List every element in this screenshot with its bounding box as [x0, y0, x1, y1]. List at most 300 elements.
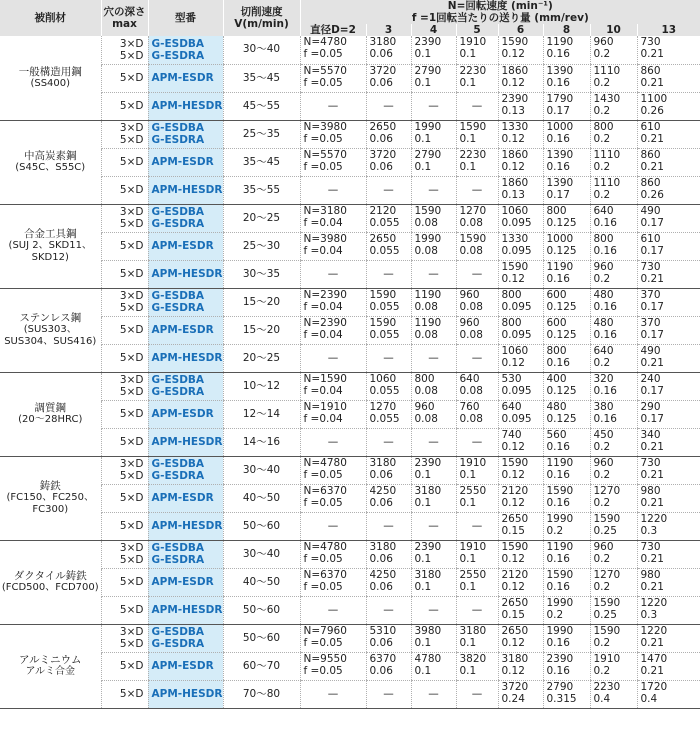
rpm-feed-cell: 2390 0.1: [411, 456, 456, 484]
speed-cell: 30～40: [223, 540, 300, 568]
model-cell: G-ESDBA G-ESDRA: [148, 456, 223, 484]
material-cell: 鋳鉄 (FC150、FC250、FC300): [0, 456, 101, 540]
rpm-feed-cell: 610 0.21: [637, 120, 700, 148]
table-row: [0, 316, 700, 344]
not-applicable-cell: —: [366, 260, 411, 288]
rpm-feed-cell: 1000 0.16: [543, 120, 590, 148]
not-applicable-cell: —: [300, 596, 366, 624]
rpm-feed-cell: 1430 0.2: [590, 92, 637, 120]
rpm-feed-cell: 490 0.17: [637, 204, 700, 232]
speed-cell: 30～40: [223, 456, 300, 484]
rpm-feed-cell: 1590 0.25: [590, 512, 637, 540]
rpm-feed-cell: 1860 0.12: [498, 148, 543, 176]
rpm-feed-cell: 980 0.21: [637, 484, 700, 512]
model-cell: G-ESDBA G-ESDRA: [148, 372, 223, 400]
speed-cell: 25～35: [223, 120, 300, 148]
rpm-feed-cell: 3180 0.06: [366, 456, 411, 484]
not-applicable-cell: —: [300, 260, 366, 288]
material-cell: 調質鋼 (20～28HRC): [0, 372, 101, 456]
rpm-feed-cell: N=6370 f =0.05: [300, 484, 366, 512]
rpm-feed-cell: 960 0.08: [456, 288, 498, 316]
speed-cell: 14～16: [223, 428, 300, 456]
speed-cell: 35～55: [223, 176, 300, 204]
rpm-feed-cell: 1270 0.2: [590, 568, 637, 596]
header-depth: 穴の深さ max: [101, 0, 148, 36]
model-cell: APM-HESDR: [148, 92, 223, 120]
rpm-feed-cell: 600 0.125: [543, 316, 590, 344]
rpm-feed-cell: 640 0.2: [590, 344, 637, 372]
model-cell: APM-HESDR: [148, 176, 223, 204]
rpm-feed-cell: 2230 0.1: [456, 148, 498, 176]
rpm-feed-cell: 1220 0.3: [637, 596, 700, 624]
rpm-feed-cell: 960 0.08: [456, 316, 498, 344]
depth-cell: 5×D: [101, 148, 148, 176]
rpm-feed-cell: 600 0.125: [543, 288, 590, 316]
depth-cell: 5×D: [101, 484, 148, 512]
rpm-feed-cell: N=5570 f =0.05: [300, 148, 366, 176]
depth-cell: 5×D: [101, 400, 148, 428]
not-applicable-cell: —: [300, 92, 366, 120]
rpm-feed-cell: 1910 0.1: [456, 540, 498, 568]
rpm-feed-cell: 1990 0.2: [543, 512, 590, 540]
rpm-feed-cell: N=1910 f =0.04: [300, 400, 366, 428]
rpm-feed-cell: 2650 0.06: [366, 120, 411, 148]
depth-cell: 5×D: [101, 232, 148, 260]
rpm-feed-cell: 800 0.16: [543, 344, 590, 372]
not-applicable-cell: —: [456, 176, 498, 204]
rpm-feed-cell: 3980 0.1: [411, 624, 456, 652]
depth-cell: 5×D: [101, 596, 148, 624]
rpm-feed-cell: 1590 0.055: [366, 288, 411, 316]
speed-cell: 70～80: [223, 680, 300, 708]
rpm-feed-cell: 3180 0.1: [411, 484, 456, 512]
table-row: [0, 232, 700, 260]
rpm-feed-cell: 2120 0.12: [498, 484, 543, 512]
rpm-feed-cell: 5310 0.06: [366, 624, 411, 652]
not-applicable-cell: —: [411, 260, 456, 288]
model-cell: APM-ESDR: [148, 400, 223, 428]
rpm-feed-cell: 3180 0.12: [498, 652, 543, 680]
rpm-feed-cell: 1000 0.125: [543, 232, 590, 260]
model-cell: APM-HESDR: [148, 680, 223, 708]
rpm-feed-cell: 2390 0.13: [498, 92, 543, 120]
model-cell: G-ESDBA G-ESDRA: [148, 36, 223, 64]
not-applicable-cell: —: [456, 512, 498, 540]
table-row: [0, 512, 700, 540]
rpm-feed-cell: 2650 0.055: [366, 232, 411, 260]
rpm-feed-cell: 610 0.17: [637, 232, 700, 260]
speed-cell: 50～60: [223, 512, 300, 540]
model-cell: APM-HESDR: [148, 260, 223, 288]
speed-cell: 30～35: [223, 260, 300, 288]
rpm-feed-cell: 1390 0.16: [543, 64, 590, 92]
rpm-feed-cell: N=3980 f =0.05: [300, 120, 366, 148]
rpm-feed-cell: 860 0.21: [637, 64, 700, 92]
model-cell: G-ESDBA G-ESDRA: [148, 288, 223, 316]
speed-cell: 15～20: [223, 316, 300, 344]
rpm-feed-cell: 800 0.2: [590, 120, 637, 148]
model-cell: G-ESDBA G-ESDRA: [148, 624, 223, 652]
not-applicable-cell: —: [456, 680, 498, 708]
depth-cell: 5×D: [101, 92, 148, 120]
speed-cell: 10～12: [223, 372, 300, 400]
table-row: [0, 596, 700, 624]
not-applicable-cell: —: [300, 344, 366, 372]
rpm-feed-cell: 240 0.17: [637, 372, 700, 400]
rpm-feed-cell: 6370 0.06: [366, 652, 411, 680]
not-applicable-cell: —: [366, 92, 411, 120]
depth-cell: 5×D: [101, 428, 148, 456]
rpm-feed-cell: 1590 0.25: [590, 596, 637, 624]
not-applicable-cell: —: [366, 428, 411, 456]
depth-cell: 5×D: [101, 652, 148, 680]
table-row: [0, 484, 700, 512]
rpm-feed-cell: 1590 0.16: [543, 568, 590, 596]
rpm-feed-cell: 1390 0.16: [543, 148, 590, 176]
rpm-feed-cell: 1190 0.16: [543, 36, 590, 64]
depth-cell: 3×D 5×D: [101, 624, 148, 652]
model-cell: G-ESDBA G-ESDRA: [148, 204, 223, 232]
rpm-feed-cell: N=3180 f =0.04: [300, 204, 366, 232]
header-diameter-7: 13: [637, 24, 700, 36]
table-row: [0, 568, 700, 596]
rpm-feed-cell: 1270 0.2: [590, 484, 637, 512]
table-row: [0, 344, 700, 372]
depth-cell: 3×D 5×D: [101, 540, 148, 568]
speed-cell: 50～60: [223, 596, 300, 624]
depth-cell: 3×D 5×D: [101, 288, 148, 316]
rpm-feed-cell: N=4780 f =0.05: [300, 456, 366, 484]
model-cell: APM-HESDR: [148, 344, 223, 372]
rpm-feed-cell: 1860 0.13: [498, 176, 543, 204]
rpm-feed-cell: 1590 0.1: [456, 120, 498, 148]
model-cell: APM-HESDR: [148, 512, 223, 540]
rpm-feed-cell: 960 0.2: [590, 540, 637, 568]
material-cell: 一般構造用鋼 (SS400): [0, 36, 101, 120]
table-row: [0, 204, 700, 232]
not-applicable-cell: —: [366, 176, 411, 204]
not-applicable-cell: —: [300, 176, 366, 204]
rpm-feed-cell: 1910 0.2: [590, 652, 637, 680]
rpm-feed-cell: 730 0.21: [637, 36, 700, 64]
depth-cell: 3×D 5×D: [101, 456, 148, 484]
rpm-feed-cell: 560 0.16: [543, 428, 590, 456]
depth-cell: 5×D: [101, 680, 148, 708]
not-applicable-cell: —: [456, 596, 498, 624]
speed-cell: 25～30: [223, 232, 300, 260]
rpm-feed-cell: 490 0.21: [637, 344, 700, 372]
header-diameter-5: 8: [543, 24, 590, 36]
speed-cell: 35～45: [223, 64, 300, 92]
model-cell: APM-ESDR: [148, 64, 223, 92]
not-applicable-cell: —: [411, 344, 456, 372]
material-cell: アルミニウム アルミ合金: [0, 624, 101, 708]
table-row: [0, 92, 700, 120]
rpm-feed-cell: 2230 0.1: [456, 64, 498, 92]
rpm-feed-cell: 2790 0.315: [543, 680, 590, 708]
table-row: [0, 400, 700, 428]
rpm-feed-cell: 1220 0.3: [637, 512, 700, 540]
rpm-feed-cell: 1590 0.055: [366, 316, 411, 344]
rpm-feed-cell: 1190 0.16: [543, 540, 590, 568]
rpm-feed-cell: 1190 0.16: [543, 260, 590, 288]
material-cell: ダクタイル鋳鉄 (FCD500、FCD700): [0, 540, 101, 624]
rpm-feed-cell: 1590 0.12: [498, 540, 543, 568]
header-model: 型番: [148, 0, 223, 36]
not-applicable-cell: —: [300, 428, 366, 456]
depth-cell: 5×D: [101, 64, 148, 92]
depth-cell: 3×D 5×D: [101, 36, 148, 64]
rpm-feed-cell: 450 0.2: [590, 428, 637, 456]
speed-cell: 15～20: [223, 288, 300, 316]
rpm-feed-cell: 370 0.17: [637, 288, 700, 316]
rpm-feed-cell: 480 0.16: [590, 288, 637, 316]
rpm-feed-cell: 1860 0.12: [498, 64, 543, 92]
rpm-feed-cell: 860 0.21: [637, 148, 700, 176]
rpm-feed-cell: 3180 0.06: [366, 540, 411, 568]
rpm-feed-cell: 2120 0.055: [366, 204, 411, 232]
table-row: [0, 288, 700, 316]
rpm-feed-cell: 800 0.095: [498, 288, 543, 316]
header-diameter-1: 3: [366, 24, 411, 36]
material-cell: 中高炭素鋼 (S45C、S55C): [0, 120, 101, 204]
rpm-feed-cell: 1590 0.08: [411, 204, 456, 232]
not-applicable-cell: —: [366, 596, 411, 624]
rpm-feed-cell: 1270 0.08: [456, 204, 498, 232]
rpm-feed-cell: 640 0.08: [456, 372, 498, 400]
speed-cell: 45～55: [223, 92, 300, 120]
rpm-feed-cell: N=9550 f =0.05: [300, 652, 366, 680]
rpm-feed-cell: 1190 0.08: [411, 316, 456, 344]
table-row: [0, 680, 700, 708]
rpm-feed-cell: 1990 0.2: [543, 596, 590, 624]
not-applicable-cell: —: [411, 176, 456, 204]
header-diameter-6: 10: [590, 24, 637, 36]
speed-cell: 30～40: [223, 36, 300, 64]
rpm-feed-cell: 800 0.16: [590, 232, 637, 260]
rpm-feed-cell: 1590 0.12: [498, 36, 543, 64]
not-applicable-cell: —: [456, 92, 498, 120]
rpm-feed-cell: 4780 0.1: [411, 652, 456, 680]
table-row: [0, 540, 700, 568]
rpm-feed-cell: N=5570 f =0.05: [300, 64, 366, 92]
rpm-feed-cell: 380 0.16: [590, 400, 637, 428]
rpm-feed-cell: 3720 0.06: [366, 148, 411, 176]
table-row: [0, 652, 700, 680]
depth-cell: 3×D 5×D: [101, 372, 148, 400]
depth-cell: 5×D: [101, 344, 148, 372]
rpm-feed-cell: 1330 0.12: [498, 120, 543, 148]
header-speed: 切削速度 V(m/min): [223, 0, 300, 36]
rpm-feed-cell: 370 0.17: [637, 316, 700, 344]
model-cell: G-ESDBA G-ESDRA: [148, 120, 223, 148]
rpm-feed-cell: N=3980 f =0.04: [300, 232, 366, 260]
model-cell: APM-HESDR: [148, 596, 223, 624]
rpm-feed-cell: 1110 0.2: [590, 148, 637, 176]
rpm-feed-cell: 4250 0.06: [366, 568, 411, 596]
rpm-feed-cell: 730 0.21: [637, 260, 700, 288]
rpm-feed-cell: 1910 0.1: [456, 36, 498, 64]
rpm-feed-cell: 960 0.2: [590, 456, 637, 484]
not-applicable-cell: —: [300, 512, 366, 540]
rpm-feed-cell: 1990 0.16: [543, 624, 590, 652]
rpm-feed-cell: 1720 0.4: [637, 680, 700, 708]
rpm-feed-cell: 3720 0.24: [498, 680, 543, 708]
rpm-feed-cell: 1590 0.16: [543, 484, 590, 512]
rpm-feed-cell: 1590 0.12: [498, 456, 543, 484]
rpm-feed-cell: 730 0.21: [637, 540, 700, 568]
speed-cell: 20～25: [223, 344, 300, 372]
rpm-feed-cell: 980 0.21: [637, 568, 700, 596]
speed-cell: 40～50: [223, 568, 300, 596]
rpm-feed-cell: 760 0.08: [456, 400, 498, 428]
rpm-feed-cell: 640 0.16: [590, 204, 637, 232]
speed-cell: 50～60: [223, 624, 300, 652]
rpm-feed-cell: 1100 0.26: [637, 92, 700, 120]
rpm-feed-cell: 1910 0.1: [456, 456, 498, 484]
rpm-feed-cell: N=6370 f =0.05: [300, 568, 366, 596]
rpm-feed-cell: 530 0.095: [498, 372, 543, 400]
speed-cell: 20～25: [223, 204, 300, 232]
rpm-feed-cell: 2550 0.1: [456, 484, 498, 512]
rpm-feed-cell: 340 0.21: [637, 428, 700, 456]
rpm-feed-cell: 640 0.095: [498, 400, 543, 428]
depth-cell: 5×D: [101, 260, 148, 288]
model-cell: APM-ESDR: [148, 148, 223, 176]
model-cell: APM-ESDR: [148, 484, 223, 512]
rpm-feed-cell: 960 0.2: [590, 36, 637, 64]
not-applicable-cell: —: [456, 428, 498, 456]
rpm-feed-cell: 1990 0.1: [411, 120, 456, 148]
rpm-feed-cell: 1060 0.095: [498, 204, 543, 232]
header-material: 被削材: [0, 0, 101, 36]
table-row: [0, 36, 700, 64]
rpm-feed-cell: 1060 0.12: [498, 344, 543, 372]
rpm-feed-cell: N=4780 f =0.05: [300, 540, 366, 568]
model-cell: APM-ESDR: [148, 568, 223, 596]
depth-cell: 5×D: [101, 512, 148, 540]
rpm-feed-cell: 730 0.21: [637, 456, 700, 484]
rpm-feed-cell: 3720 0.06: [366, 64, 411, 92]
not-applicable-cell: —: [366, 512, 411, 540]
rpm-feed-cell: 960 0.08: [411, 400, 456, 428]
rpm-feed-cell: 800 0.125: [543, 204, 590, 232]
rpm-feed-cell: 2790 0.1: [411, 148, 456, 176]
not-applicable-cell: —: [411, 680, 456, 708]
header-diameter-0: 直径D=2: [300, 24, 366, 36]
model-cell: APM-ESDR: [148, 316, 223, 344]
rpm-feed-cell: 1390 0.17: [543, 176, 590, 204]
not-applicable-cell: —: [300, 680, 366, 708]
rpm-feed-cell: 1220 0.21: [637, 624, 700, 652]
header-rpm-feed: N=回転速度 (min⁻¹) f =1回転当たりの送り量 (mm/rev): [300, 0, 700, 24]
rpm-feed-cell: 3180 0.1: [456, 624, 498, 652]
table-row: [0, 372, 700, 400]
not-applicable-cell: —: [411, 596, 456, 624]
rpm-feed-cell: 2790 0.1: [411, 64, 456, 92]
material-cell: 合金工具鋼 (SUJ 2、SKD11、SKD12): [0, 204, 101, 288]
rpm-feed-cell: 2390 0.1: [411, 540, 456, 568]
table-row: [0, 624, 700, 652]
depth-cell: 5×D: [101, 316, 148, 344]
depth-cell: 5×D: [101, 568, 148, 596]
table-row: [0, 260, 700, 288]
rpm-feed-cell: 2390 0.1: [411, 36, 456, 64]
rpm-feed-cell: N=4780 f =0.05: [300, 36, 366, 64]
depth-cell: 3×D 5×D: [101, 204, 148, 232]
rpm-feed-cell: 2230 0.4: [590, 680, 637, 708]
model-cell: G-ESDBA G-ESDRA: [148, 540, 223, 568]
rpm-feed-cell: 480 0.16: [590, 316, 637, 344]
not-applicable-cell: —: [456, 344, 498, 372]
rpm-feed-cell: N=2390 f =0.04: [300, 316, 366, 344]
header-diameter-4: 6: [498, 24, 543, 36]
rpm-feed-cell: 1590 0.2: [590, 624, 637, 652]
not-applicable-cell: —: [411, 428, 456, 456]
table-row: [0, 64, 700, 92]
rpm-feed-cell: 740 0.12: [498, 428, 543, 456]
rpm-feed-cell: 1990 0.08: [411, 232, 456, 260]
speed-cell: 40～50: [223, 484, 300, 512]
rpm-feed-cell: 800 0.08: [411, 372, 456, 400]
rpm-feed-cell: 1590 0.08: [456, 232, 498, 260]
rpm-feed-cell: 860 0.26: [637, 176, 700, 204]
not-applicable-cell: —: [411, 92, 456, 120]
model-cell: APM-ESDR: [148, 232, 223, 260]
rpm-feed-cell: 1590 0.12: [498, 260, 543, 288]
rpm-feed-cell: 2650 0.15: [498, 512, 543, 540]
header-diameter-3: 5: [456, 24, 498, 36]
rpm-feed-cell: 3180 0.06: [366, 36, 411, 64]
rpm-feed-cell: 960 0.2: [590, 260, 637, 288]
rpm-feed-cell: 1060 0.055: [366, 372, 411, 400]
rpm-feed-cell: 800 0.095: [498, 316, 543, 344]
rpm-feed-cell: 1330 0.095: [498, 232, 543, 260]
rpm-feed-cell: 1190 0.16: [543, 456, 590, 484]
speed-cell: 60～70: [223, 652, 300, 680]
rpm-feed-cell: 480 0.125: [543, 400, 590, 428]
table-row: [0, 456, 700, 484]
rpm-feed-cell: 1190 0.08: [411, 288, 456, 316]
rpm-feed-cell: 2550 0.1: [456, 568, 498, 596]
not-applicable-cell: —: [366, 680, 411, 708]
speed-cell: 12～14: [223, 400, 300, 428]
table-row: [0, 176, 700, 204]
rpm-feed-cell: 2650 0.12: [498, 624, 543, 652]
depth-cell: 5×D: [101, 176, 148, 204]
rpm-feed-cell: N=1590 f =0.04: [300, 372, 366, 400]
rpm-feed-cell: 1470 0.21: [637, 652, 700, 680]
not-applicable-cell: —: [411, 512, 456, 540]
rpm-feed-cell: 3180 0.1: [411, 568, 456, 596]
rpm-feed-cell: 400 0.125: [543, 372, 590, 400]
rpm-feed-cell: 1110 0.2: [590, 64, 637, 92]
rpm-feed-cell: 3820 0.1: [456, 652, 498, 680]
rpm-feed-cell: 1270 0.055: [366, 400, 411, 428]
not-applicable-cell: —: [456, 260, 498, 288]
rpm-feed-cell: 290 0.17: [637, 400, 700, 428]
model-cell: APM-ESDR: [148, 652, 223, 680]
rpm-feed-cell: 2120 0.12: [498, 568, 543, 596]
rpm-feed-cell: 4250 0.06: [366, 484, 411, 512]
model-cell: APM-HESDR: [148, 428, 223, 456]
rpm-feed-cell: 1110 0.2: [590, 176, 637, 204]
rpm-feed-cell: 320 0.16: [590, 372, 637, 400]
rpm-feed-cell: 2390 0.16: [543, 652, 590, 680]
rpm-feed-cell: N=7960 f =0.05: [300, 624, 366, 652]
depth-cell: 3×D 5×D: [101, 120, 148, 148]
table-row: [0, 428, 700, 456]
